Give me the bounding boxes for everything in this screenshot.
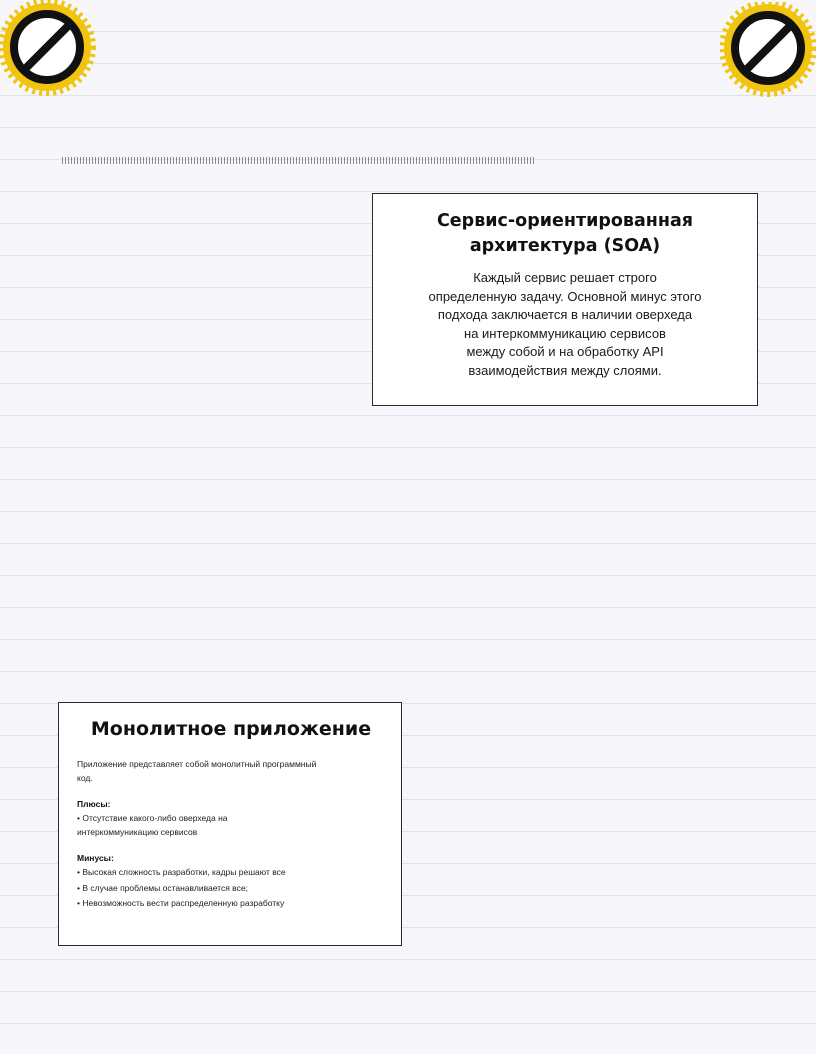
soa-body-line: Каждый сервис решает строго xyxy=(473,270,657,285)
dotted-divider xyxy=(62,157,536,164)
monolith-description: Приложение представляет собой монолитный программный код. xyxy=(77,759,317,783)
prohibition-icon xyxy=(720,2,816,98)
soa-description xyxy=(395,269,735,380)
prohibition-badge-left xyxy=(0,0,96,96)
soa-body-line: на интеркоммуникацию сервисов xyxy=(464,325,666,341)
cons-item: • Невозможность вести распределенную разработку xyxy=(77,898,285,908)
monolith-title: Монолитное приложение xyxy=(90,718,372,740)
soa-title xyxy=(373,209,757,259)
prohibition-badge-right xyxy=(720,2,816,98)
pros-list xyxy=(77,811,307,839)
pros-heading: Плюсы: xyxy=(77,799,111,809)
soa-card xyxy=(372,193,758,406)
soa-body-line: между собой и на обработку API xyxy=(466,344,664,359)
monolith-card xyxy=(58,702,402,946)
soa-title-line: архитектура (SOA) xyxy=(469,236,661,256)
cons-item: • В случае проблемы останавливается все; xyxy=(77,882,248,893)
soa-body-line: подхода заключается в наличии оверхеда xyxy=(437,307,693,322)
prohibition-icon xyxy=(0,0,96,96)
cons-item: • Высокая сложность разработки, кадры решают все xyxy=(77,867,286,877)
soa-title-line: Сервис-ориентированная xyxy=(436,211,694,231)
pros-item: • Отсутствие какого-либо оверхеда на интеркоммуникацию сервисов xyxy=(77,813,228,837)
cons-heading: Минусы: xyxy=(77,853,114,863)
soa-body-line: определенную задачу. Основной минус этого xyxy=(428,288,702,304)
cons-list xyxy=(77,865,385,912)
soa-body-line: взаимодействия между слоями. xyxy=(468,362,662,378)
